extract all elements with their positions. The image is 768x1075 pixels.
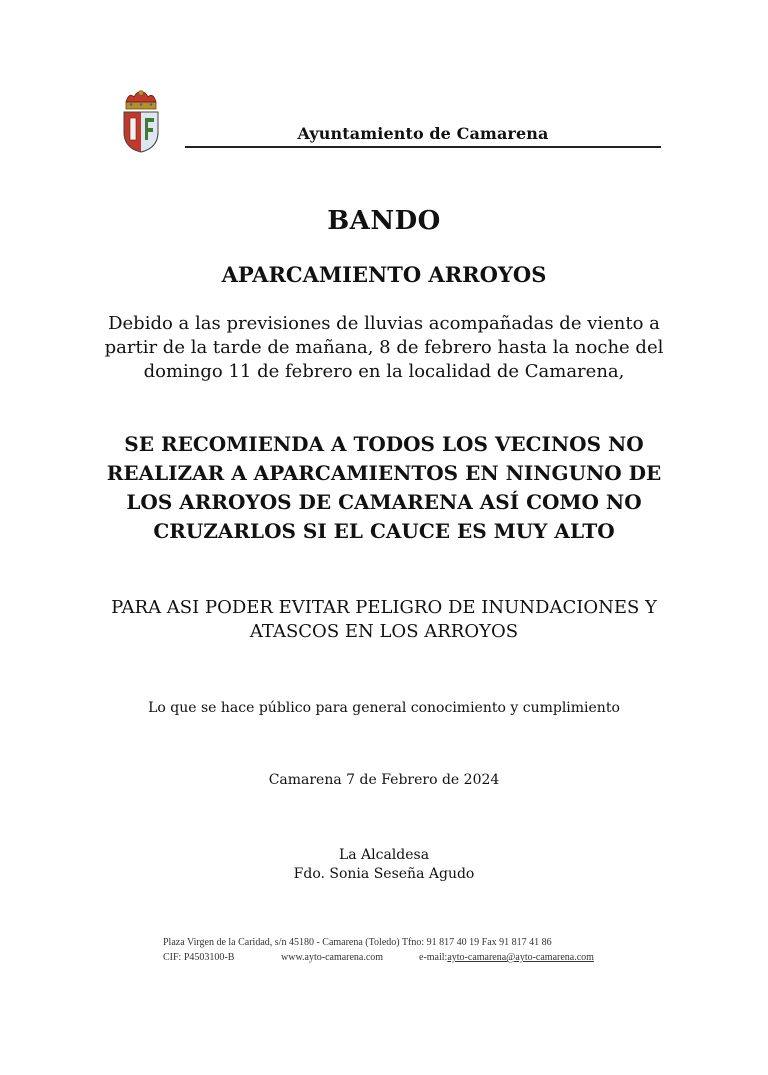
- signer-name: Fdo. Sonia Seseña Agudo: [293, 866, 475, 882]
- footer-details-row: [163, 950, 623, 965]
- intro-line: domingo 11 de febrero en la localidad de Camarena,: [143, 361, 625, 382]
- footer-cif: CIF: P4503100-B: [163, 952, 235, 963]
- footer-email-link[interactable]: ayto-camarena@ayto-camarena.com: [447, 952, 594, 963]
- header-rule: [185, 120, 661, 148]
- intro-line: Debido a las previsiones de lluvias acompañadas de viento a: [108, 313, 660, 334]
- purpose-paragraph: [60, 596, 708, 644]
- footer-email-label: e-mail:: [419, 952, 448, 963]
- signer-role: La Alcaldesa: [338, 847, 430, 863]
- footer-contact: [163, 935, 623, 965]
- notice-line: LOS ARROYOS DE CAMARENA ASÍ COMO NO: [126, 490, 642, 514]
- closing-statement: Lo que se hace público para general conocimiento y cumplimiento: [148, 700, 620, 716]
- purpose-line: ATASCOS EN LOS ARROYOS: [249, 621, 519, 642]
- date-line: Camarena 7 de Febrero de 2024: [268, 772, 500, 788]
- signature-block: [60, 846, 708, 884]
- notice-line: CRUZARLOS SI EL CAUCE ES MUY ALTO: [153, 519, 615, 543]
- notice-line: SE RECOMIENDA A TODOS LOS VECINOS NO: [124, 432, 644, 456]
- organization-name: Ayuntamiento de Camarena: [297, 124, 549, 143]
- intro-paragraph: [60, 312, 708, 384]
- notice-line: REALIZAR A APARCAMIENTOS EN NINGUNO DE: [106, 461, 662, 485]
- footer-website-link[interactable]: www.ayto-camarena.com: [281, 952, 384, 963]
- footer-address: Plaza Virgen de la Caridad, s/n 45180 - Camarena (Toledo) Tfno: 91 817 40 19 Fax 91 817 41 86: [163, 937, 552, 948]
- recommendation-notice: [60, 430, 708, 546]
- document-subtitle: APARCAMIENTO ARROYOS: [221, 262, 547, 287]
- intro-line: partir de la tarde de mañana, 8 de febrero hasta la noche del: [104, 337, 664, 358]
- document-title: BANDO: [327, 206, 441, 236]
- purpose-line: PARA ASI PODER EVITAR PELIGRO DE INUNDACIONES Y: [111, 597, 657, 618]
- municipal-coat-of-arms-icon: [120, 88, 162, 154]
